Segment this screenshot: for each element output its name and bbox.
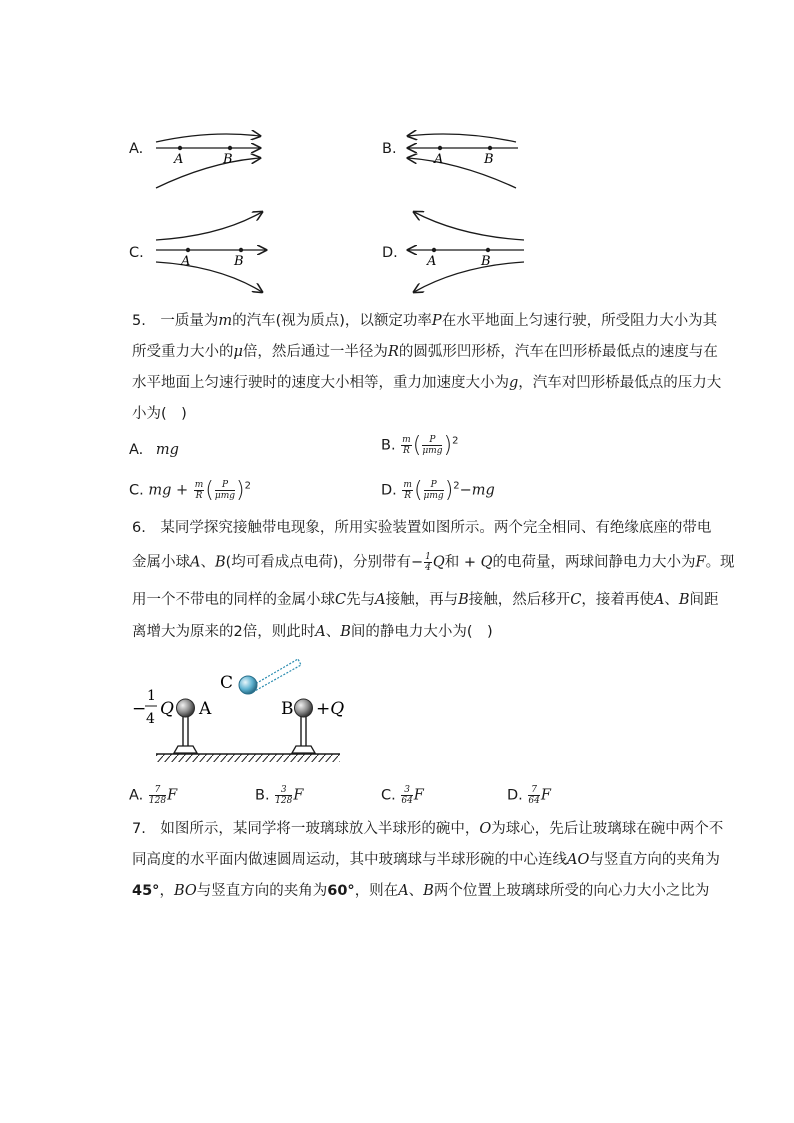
exponent: 2 — [453, 480, 460, 492]
point-b-dot — [488, 146, 492, 150]
paren: ) — [236, 478, 245, 503]
point-a-label: A — [174, 152, 184, 167]
q7-line-2 — [132, 850, 720, 870]
paren: ( — [413, 478, 423, 503]
paren: ( — [412, 433, 422, 458]
text: 。现 — [705, 554, 735, 571]
point-b-label: B — [481, 254, 491, 269]
fraction-p-over-umg — [215, 480, 235, 501]
text: 和 + — [444, 554, 481, 571]
var-a: A — [653, 592, 665, 608]
var-bo: BO — [173, 883, 197, 899]
q5-option-b — [381, 433, 458, 458]
numerator: 7 — [149, 785, 166, 796]
ball-a — [177, 699, 195, 717]
q4-figure-c — [150, 206, 275, 298]
denominator: 64 — [401, 796, 413, 806]
var-g: g — [509, 375, 519, 391]
var-o: O — [479, 821, 492, 837]
text: 、 — [325, 624, 341, 640]
q5-line-2 — [132, 342, 718, 362]
field-line-lower — [408, 158, 516, 188]
numerator: 1 — [425, 552, 431, 562]
charge-a-denominator: 4 — [146, 711, 155, 727]
text: 、 — [664, 592, 679, 608]
field-line-lower — [156, 158, 260, 188]
var-a: A — [398, 883, 409, 899]
var-c: C — [570, 592, 582, 608]
charge-a-q: Q — [160, 699, 174, 719]
denominator: R — [404, 491, 412, 501]
var-b: B — [423, 883, 434, 899]
var-f: F — [540, 787, 551, 804]
var-f: F — [413, 787, 424, 804]
text: 与竖直方向的夹角为 — [589, 852, 720, 868]
option-fraction — [528, 785, 539, 806]
numerator: m — [403, 480, 412, 490]
text: 水平地面上匀速行驶时的速度大小相等，重力加速度大小为 — [132, 375, 509, 391]
point-a-dot — [438, 146, 442, 150]
text: 与竖直方向的夹角为 — [196, 883, 328, 899]
stand-b — [292, 715, 315, 753]
numerator: m — [402, 435, 411, 445]
text: 两个位置上玻璃球所受的向心力大小之比为 — [433, 883, 710, 899]
q5-option-c — [129, 478, 251, 503]
q5-option-a — [129, 442, 179, 458]
text: 在水平地面上匀速行驶，所受阻力大小为其 — [441, 313, 718, 329]
q6-line-1: 6. 某同学探究接触带电现象，所用实验装置如图所示。两个完全相同、有绝缘底座的带电 — [132, 520, 712, 536]
var-r: R — [387, 344, 399, 360]
fraction-p-over-umg — [422, 435, 442, 456]
point-b-dot — [228, 146, 232, 150]
ball-b — [295, 699, 313, 717]
point-a-dot — [186, 248, 190, 252]
field-line-upper — [156, 212, 262, 240]
denominator: μmg — [422, 446, 443, 456]
charge-b: +Q — [316, 699, 345, 719]
text: 金属小球 — [132, 554, 190, 571]
point-b-label: B — [223, 152, 233, 167]
q6-line-2 — [132, 552, 735, 573]
text: 间的静电力大小为( ) — [350, 624, 493, 640]
option-label: B. — [381, 437, 396, 454]
exponent: 2 — [244, 480, 252, 492]
var-q: Q — [432, 554, 445, 571]
point-a-label: A — [181, 254, 191, 269]
field-line-upper — [156, 134, 260, 142]
numerator: 7 — [528, 785, 539, 796]
ball-c-label: C — [220, 673, 234, 693]
ball-a-label: A — [199, 699, 212, 719]
q4-option-c-label: C. — [129, 245, 144, 261]
q6-option-a — [129, 785, 177, 806]
numerator: P — [215, 480, 235, 491]
paren: ( — [205, 478, 214, 503]
option-label: A. — [129, 442, 144, 458]
option-prefix: mg + — [148, 482, 189, 499]
q5-option-d — [381, 478, 495, 503]
numerator: 3 — [401, 785, 412, 796]
fraction-one-quarter — [424, 552, 432, 573]
text: 、 — [200, 554, 215, 571]
var-p: P — [431, 313, 442, 329]
exponent: 2 — [452, 435, 459, 447]
var-f: F — [293, 787, 304, 804]
point-a-label: A — [427, 254, 437, 269]
numerator: 3 — [275, 785, 292, 796]
point-a-label: A — [434, 152, 444, 167]
point-a-dot — [432, 248, 436, 252]
text: 所受重力大小的 — [132, 344, 234, 360]
denominator: 64 — [528, 796, 540, 806]
q6-line-4 — [132, 622, 493, 642]
angle-45: 45° — [132, 883, 160, 899]
text: 接触，然后移开 — [468, 592, 571, 608]
var-b: B — [214, 554, 226, 571]
option-label: D. — [381, 482, 397, 499]
option-label: C. — [381, 787, 396, 804]
option-label: A. — [129, 787, 144, 804]
ball-b-label: B — [281, 699, 294, 719]
q4-option-b-label: B. — [382, 141, 397, 157]
denominator: R — [403, 446, 410, 456]
text: 倍，然后通过一半径为 — [242, 344, 388, 360]
q4-option-d-label: D. — [382, 245, 398, 261]
q4-option-a-label: A. — [129, 141, 144, 157]
text: 7. 如图所示，某同学将一玻璃球放入半球形的碗中， — [132, 821, 480, 837]
point-b-label: B — [484, 152, 494, 167]
option-label: C. — [129, 482, 144, 499]
var-mu: μ — [233, 344, 243, 360]
text: ，汽车对凹形桥最低点的压力大 — [518, 375, 722, 391]
q6-option-d — [507, 785, 551, 806]
var-f: F — [167, 787, 178, 804]
var-f: F — [695, 554, 706, 571]
var-b: B — [458, 592, 469, 608]
point-b-dot — [239, 248, 243, 252]
q4-figure-b — [400, 118, 530, 194]
denominator: μmg — [423, 491, 444, 501]
denominator: R — [195, 491, 203, 501]
q5-line-4: 小为( ) — [132, 406, 187, 422]
denominator: 128 — [275, 796, 293, 806]
text: 的汽车(视为质点)，以额定功率 — [232, 313, 432, 329]
q6-apparatus-figure — [128, 652, 368, 767]
var-m: m — [218, 313, 233, 329]
var-c: C — [335, 592, 347, 608]
denominator: 4 — [425, 563, 431, 573]
ball-c — [239, 676, 257, 694]
q6-line-3 — [132, 590, 719, 610]
var-a: A — [315, 624, 326, 640]
fraction-p-over-umg — [424, 480, 444, 501]
q4-figure-a — [150, 118, 270, 194]
var-a: A — [190, 554, 201, 571]
fraction-m-over-r — [402, 480, 413, 501]
text: 间距 — [689, 592, 719, 608]
numerator: m — [194, 480, 204, 490]
ground-hatching — [156, 754, 340, 762]
text: ，则在 — [354, 883, 399, 899]
minus-sign: − — [132, 699, 147, 719]
denominator: 128 — [148, 796, 167, 806]
charge-a-numerator: 1 — [147, 688, 156, 704]
text: ，接着再使 — [581, 592, 654, 608]
text: ， — [159, 883, 174, 899]
q6-option-c — [381, 785, 424, 806]
text: 先与 — [346, 592, 376, 608]
text: 离增大为原来的2倍，则此时 — [132, 624, 316, 640]
option-label: D. — [507, 787, 523, 804]
paren: ) — [444, 478, 454, 503]
field-line-lower — [156, 262, 262, 292]
q5-line-1 — [132, 311, 717, 331]
text: 同高度的水平面内做速圆周运动，其中玻璃球与半球形碗的中心连线 — [132, 852, 567, 868]
field-line-upper — [408, 134, 516, 142]
fraction-m-over-r — [401, 435, 412, 456]
point-b-label: B — [234, 254, 244, 269]
text: 的电荷量，两球间静电力大小为 — [492, 554, 696, 571]
option-value: mg — [155, 442, 179, 458]
q4-figure-d — [400, 206, 530, 298]
text: 的圆弧形凹形桥，汽车在凹形桥最低点的速度与在 — [398, 344, 718, 360]
option-fraction — [149, 785, 166, 806]
option-label: B. — [255, 787, 270, 804]
var-b: B — [340, 624, 351, 640]
q7-line-3: 45°，BO与竖直方向的夹角为60°，则在A、B两个位置上玻璃球所受的向心力大小之比为 — [132, 883, 710, 899]
stand-a — [174, 715, 197, 753]
field-line-upper — [414, 212, 524, 240]
fraction-m-over-r — [194, 480, 205, 501]
angle-60: 60° — [327, 883, 355, 899]
numerator: P — [422, 435, 442, 446]
paren: ) — [443, 433, 453, 458]
var-a: A — [375, 592, 386, 608]
point-b-dot — [486, 248, 490, 252]
var-b: B — [678, 592, 690, 608]
text: 接触，再与 — [385, 592, 459, 608]
option-fraction — [401, 785, 412, 806]
option-fraction — [275, 785, 292, 806]
text: 为球心，先后让玻璃球在碗中两个不 — [491, 821, 724, 837]
text: (均可看成点电荷)，分别带有− — [225, 554, 424, 571]
var-ao: AO — [567, 852, 590, 868]
text: 5. 一质量为 — [132, 313, 219, 329]
option-suffix: −mg — [459, 482, 495, 499]
var-q: Q — [480, 554, 493, 571]
point-a-dot — [178, 146, 182, 150]
ball-c-insulating-rod — [250, 659, 301, 692]
text: 用一个不带电的同样的金属小球 — [132, 592, 335, 608]
q7-line-1 — [132, 819, 723, 839]
q6-option-b — [255, 785, 303, 806]
denominator: μmg — [214, 491, 236, 501]
numerator: P — [424, 480, 444, 491]
q5-line-3 — [132, 373, 721, 393]
